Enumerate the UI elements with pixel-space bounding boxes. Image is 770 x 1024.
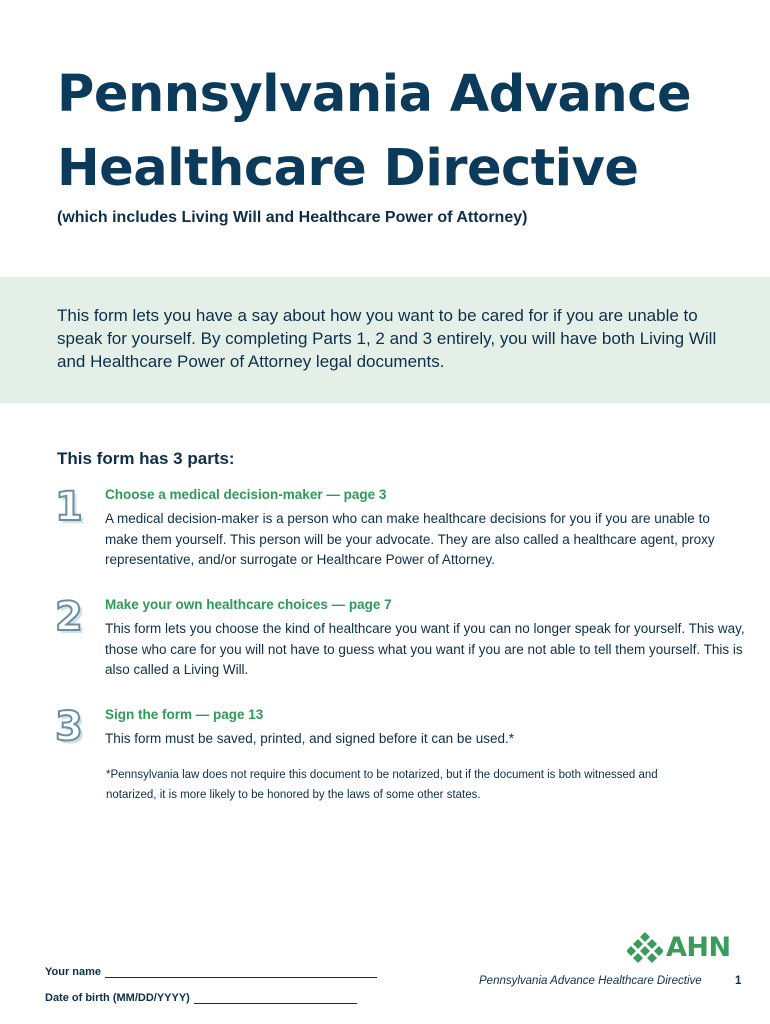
page-number: 1 bbox=[735, 975, 742, 987]
page-subtitle: (which includes Living Will and Healthcare Power of Attorney) bbox=[57, 209, 528, 226]
name-label: Your name bbox=[45, 966, 102, 978]
ahn-logo-icon bbox=[627, 930, 663, 964]
ahn-logo-text: AHN bbox=[666, 931, 731, 963]
footer-doc-title: Pennsylvania Advance Healthcare Directive bbox=[479, 975, 702, 987]
part-number-1: 1 bbox=[55, 484, 83, 530]
dob-line[interactable] bbox=[194, 993, 357, 1004]
part-1-title: Choose a medical decision-maker — page 3 bbox=[105, 487, 387, 502]
part-3-title: Sign the form — page 13 bbox=[105, 707, 264, 722]
parts-heading: This form has 3 parts: bbox=[57, 449, 235, 468]
part-3-body: This form must be saved, printed, and signed before it can be used.* bbox=[105, 731, 514, 746]
intro-text: This form lets you have a say about how you want to be cared for if you are unable to speak for yourself. By completing Parts 1, 2 and 3 entirely, you will have both Living Will and Healthcare Power of Attorney legal documents. bbox=[57, 306, 717, 371]
name-line[interactable] bbox=[105, 967, 377, 978]
footnote: *Pennsylvania law does not require this document to be notarized, but if the document is both witnessed and notarized, it is more likely to be honored by the laws of some other states. bbox=[106, 769, 658, 801]
part-1-body: A medical decision-maker is a person who can make healthcare decisions for you if you are unable to make them yourself. This person will be your advocate. They are also called a healthcare agent, proxy representative, and/or surrogate or Healthcare Power of Attorney. bbox=[105, 511, 715, 567]
dob-field[interactable] bbox=[45, 992, 357, 1004]
intro-band bbox=[0, 277, 770, 403]
page-title-line1: Pennsylvania Advance bbox=[57, 65, 692, 124]
dob-label: Date of birth (MM/DD/YYYY) bbox=[45, 992, 190, 1004]
ahn-logo bbox=[627, 930, 731, 964]
name-field[interactable] bbox=[45, 966, 377, 978]
part-number-3: 3 bbox=[55, 704, 83, 750]
part-2-body: This form lets you choose the kind of healthcare you want if you can no longer speak for yourself. This way, those who care for you will not have to guess what you want if you are not able to tell them yourself. This is also called a Living Will. bbox=[105, 621, 745, 677]
page-title bbox=[57, 58, 691, 206]
part-2-title: Make your own healthcare choices — page 7 bbox=[105, 597, 392, 612]
part-number-2: 2 bbox=[55, 594, 83, 640]
page-title-line2: Healthcare Directive bbox=[57, 139, 639, 198]
